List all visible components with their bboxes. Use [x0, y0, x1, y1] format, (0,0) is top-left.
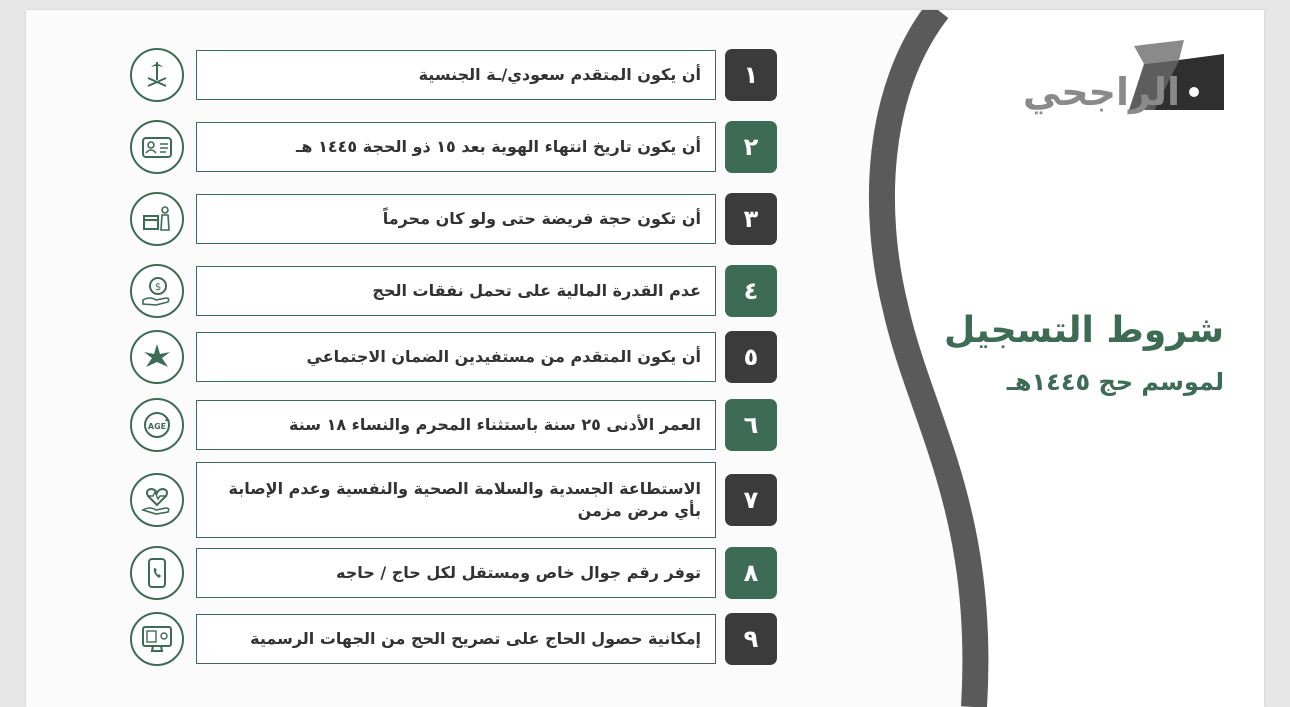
condition-text: عدم القدرة المالية على تحمل نفقات الحج — [196, 266, 716, 316]
mobile-phone-icon — [130, 546, 184, 600]
condition-number: ٢ — [725, 121, 777, 173]
condition-text: أن يكون تاريخ انتهاء الهوية بعد ١٥ ذو الحجة ١٤٤٥ هـ — [196, 122, 716, 172]
page-title: شروط التسجيل — [943, 310, 1224, 351]
condition-number: ٧ — [725, 474, 777, 526]
condition-text: العمر الأدنى ٢٥ سنة باستثناء المحرم والنساء ١٨ سنة — [196, 400, 716, 450]
condition-number: ٥ — [725, 331, 777, 383]
condition-text: أن تكون حجة فريضة حتى ولو كان محرماً — [196, 194, 716, 244]
svg-text:$: $ — [154, 282, 162, 293]
logo-text: الراجحي — [1022, 70, 1180, 114]
condition-number: ٦ — [725, 399, 777, 451]
condition-number: ٤ — [725, 265, 777, 317]
page-subtitle: لموسم حج ١٤٤٥هـ — [1006, 368, 1224, 396]
social-security-icon — [130, 330, 184, 384]
health-heart-icon — [130, 473, 184, 527]
condition-number: ٨ — [725, 547, 777, 599]
kaaba-pilgrim-icon — [130, 192, 184, 246]
age-icon — [130, 398, 184, 452]
condition-text: الاستطاعة الجسدية والسلامة الصحية والنفسية وعدم الإصابة بأي مرض مزمن — [196, 462, 716, 538]
condition-number: ٩ — [725, 613, 777, 665]
saudi-emblem-icon — [130, 48, 184, 102]
computer-permit-icon — [130, 612, 184, 666]
slide — [26, 10, 1264, 707]
money-hand-icon — [130, 264, 184, 318]
condition-number: ٣ — [725, 193, 777, 245]
id-card-icon — [130, 120, 184, 174]
condition-text: أن يكون المتقدم سعودي/ـة الجنسية — [196, 50, 716, 100]
svg-text:AGE: AGE — [147, 422, 167, 431]
condition-text: توفر رقم جوال خاص ومستقل لكل حاج / حاجه — [196, 548, 716, 598]
condition-text: إمكانية حصول الحاج على تصريح الحج من الجهات الرسمية — [196, 614, 716, 664]
condition-number: ١ — [725, 49, 777, 101]
condition-text: أن يكون المتقدم من مستفيدين الضمان الاجتماعي — [196, 332, 716, 382]
